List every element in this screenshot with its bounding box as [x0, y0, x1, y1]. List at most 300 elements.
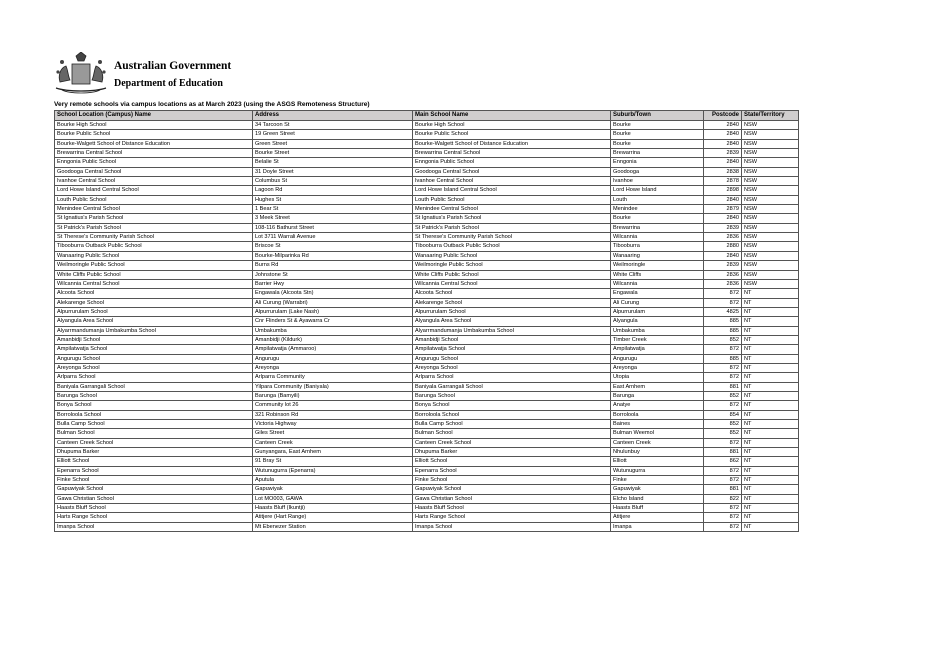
table-cell: 2839 [704, 149, 742, 158]
table-row [55, 485, 799, 494]
table-row [55, 429, 799, 438]
table-cell: Barrier Hwy [253, 279, 413, 288]
table-cell: Baines [611, 420, 704, 429]
table-cell: Elliott School [413, 457, 611, 466]
table-row [55, 410, 799, 419]
table-cell: NSW [742, 223, 799, 232]
table-row [55, 223, 799, 232]
table-cell: Belalie St [253, 158, 413, 167]
table-cell: NT [742, 485, 799, 494]
table-cell: Harts Range School [413, 513, 611, 522]
column-header: Main School Name [413, 111, 611, 121]
table-cell: Ampilatwatja School [413, 345, 611, 354]
table-cell: NT [742, 363, 799, 372]
table-row [55, 494, 799, 503]
table-cell: Imanpa School [413, 522, 611, 531]
table-cell: Bourke [611, 214, 704, 223]
schools-table [54, 110, 799, 532]
table-cell: Atitjere [611, 513, 704, 522]
table-cell: Ali Curung (Warrabri) [253, 298, 413, 307]
table-cell: Haasts Bluff (Ikuntji) [253, 504, 413, 513]
government-name: Australian Government [114, 60, 232, 72]
table-row [55, 504, 799, 513]
table-cell: Lord Howe Island Central School [55, 186, 253, 195]
table-cell: NSW [742, 251, 799, 260]
table-cell: NT [742, 317, 799, 326]
table-cell: 852 [704, 420, 742, 429]
table-cell: 872 [704, 438, 742, 447]
table-cell: 91 Bray St [253, 457, 413, 466]
table-cell: Weilmoringle [611, 261, 704, 270]
table-cell: Amanbidji School [413, 335, 611, 344]
table-row [55, 121, 799, 130]
table-cell: Angurugu School [55, 354, 253, 363]
table-row [55, 205, 799, 214]
table-cell: Alcoota School [55, 289, 253, 298]
table-cell: Bourke [611, 139, 704, 148]
column-header: Suburb/Town [611, 111, 704, 121]
table-cell: Tibooburra Outback Public School [55, 242, 253, 251]
table-cell: Bonya School [413, 401, 611, 410]
table-row [55, 326, 799, 335]
table-cell: NSW [742, 214, 799, 223]
table-cell: Lord Howe Island Central School [413, 186, 611, 195]
table-cell: Menindee Central School [55, 205, 253, 214]
table-cell: Canteen Creek [253, 438, 413, 447]
table-cell: NSW [742, 242, 799, 251]
table-cell: Imanpa [611, 522, 704, 531]
table-cell: Haasts Bluff School [55, 504, 253, 513]
table-cell: Yilpara Community (Baniyala) [253, 382, 413, 391]
table-cell: Baniyala Garrangali School [55, 382, 253, 391]
table-cell: 1 Bear St [253, 205, 413, 214]
table-cell: Gawa Christian School [413, 494, 611, 503]
table-cell: Bourke [611, 130, 704, 139]
table-cell: NSW [742, 158, 799, 167]
table-cell: Finke [611, 476, 704, 485]
table-cell: Ivanhoe [611, 177, 704, 186]
table-cell: Umbakumba [611, 326, 704, 335]
table-row [55, 279, 799, 288]
table-cell: Borroloola [611, 410, 704, 419]
table-cell: Burns Rd [253, 261, 413, 270]
table-row [55, 298, 799, 307]
table-cell: 852 [704, 335, 742, 344]
table-cell: 3 Meek Street [253, 214, 413, 223]
table-cell: NSW [742, 195, 799, 204]
table-cell: NT [742, 522, 799, 531]
table-row [55, 391, 799, 400]
table-cell: NSW [742, 261, 799, 270]
table-cell: Canteen Creek School [55, 438, 253, 447]
table-row [55, 251, 799, 260]
table-cell: Imanpa School [55, 522, 253, 531]
table-cell: Aputula [253, 476, 413, 485]
table-cell: White Cliffs Public School [55, 270, 253, 279]
table-cell: 885 [704, 354, 742, 363]
table-row [55, 476, 799, 485]
table-cell: 872 [704, 298, 742, 307]
table-cell: Enngonia [611, 158, 704, 167]
table-cell: Bourke Street [253, 149, 413, 158]
table-cell: Wanaaring Public School [413, 251, 611, 260]
table-row [55, 233, 799, 242]
table-cell: Tibooburra Outback Public School [413, 242, 611, 251]
table-cell: Amanbidji School [55, 335, 253, 344]
table-cell: 872 [704, 522, 742, 531]
table-cell: Dhupuma Barker [55, 448, 253, 457]
table-cell: Alpurrurulam (Lake Nash) [253, 307, 413, 316]
table-row [55, 522, 799, 531]
table-header-row [55, 111, 799, 121]
table-cell: Finke School [55, 476, 253, 485]
table-cell: Nhulunbuy [611, 448, 704, 457]
table-cell: 872 [704, 466, 742, 475]
table-cell: 822 [704, 494, 742, 503]
table-cell: 872 [704, 345, 742, 354]
table-cell: St Patrick's Parish School [55, 223, 253, 232]
table-cell: Louth Public School [55, 195, 253, 204]
table-cell: Wanaaring Public School [55, 251, 253, 260]
table-row [55, 317, 799, 326]
table-cell: 885 [704, 326, 742, 335]
table-cell: 852 [704, 429, 742, 438]
table-cell: 321 Robinson Rd [253, 410, 413, 419]
table-cell: Bourke-Walgett School of Distance Education [55, 139, 253, 148]
table-cell: 31 Doyle Street [253, 167, 413, 176]
table-cell: Menindee Central School [413, 205, 611, 214]
table-cell: Canteen Creek School [413, 438, 611, 447]
table-cell: Angurugu [611, 354, 704, 363]
table-cell: 2840 [704, 139, 742, 148]
table-cell: Arlparra School [413, 373, 611, 382]
table-cell: Engawala [611, 289, 704, 298]
table-row [55, 373, 799, 382]
table-cell: Giles Street [253, 429, 413, 438]
table-cell: Haasts Bluff [611, 504, 704, 513]
table-cell: Areyonga [253, 363, 413, 372]
table-cell: Gapuwiyak School [413, 485, 611, 494]
table-cell: NSW [742, 186, 799, 195]
table-cell: Elcho Island [611, 494, 704, 503]
table-cell: 852 [704, 391, 742, 400]
table-cell: Angurugu [253, 354, 413, 363]
table-cell: Umbakumba [253, 326, 413, 335]
table-cell: 2840 [704, 158, 742, 167]
table-cell: Ampilatwatja (Ammaroo) [253, 345, 413, 354]
table-cell: St Patrick's Parish School [413, 223, 611, 232]
table-cell: Johnstone St [253, 270, 413, 279]
table-cell: Alpurrurulam School [413, 307, 611, 316]
department-name: Department of Education [114, 78, 223, 89]
table-cell: NT [742, 326, 799, 335]
table-cell: Epenarra School [413, 466, 611, 475]
table-cell: Arlparra School [55, 373, 253, 382]
table-cell: NT [742, 391, 799, 400]
table-cell: St Ignatius's Parish School [413, 214, 611, 223]
table-cell: 2840 [704, 251, 742, 260]
table-cell: Gapuwiyak [611, 485, 704, 494]
table-cell: NSW [742, 233, 799, 242]
table-cell: 2898 [704, 186, 742, 195]
table-cell: Barunga School [55, 391, 253, 400]
table-cell: NT [742, 466, 799, 475]
table-row [55, 167, 799, 176]
table-cell: Gunyangara, East Arnhem [253, 448, 413, 457]
table-cell: NT [742, 373, 799, 382]
table-cell: Bourke High School [413, 121, 611, 130]
table-cell: Dhupuma Barker [413, 448, 611, 457]
table-cell: Gapuwiyak [253, 485, 413, 494]
table-cell: Brewarrina Central School [413, 149, 611, 158]
table-cell: St Therese's Community Parish School [413, 233, 611, 242]
table-cell: NT [742, 289, 799, 298]
table-cell: 2836 [704, 279, 742, 288]
table-cell: 881 [704, 448, 742, 457]
column-header: Postcode [704, 111, 742, 121]
table-cell: White Cliffs [611, 270, 704, 279]
table-row [55, 401, 799, 410]
table-row [55, 457, 799, 466]
table-cell: Amanbidji (Kildurk) [253, 335, 413, 344]
table-cell: Enngonia Public School [55, 158, 253, 167]
table-cell: Louth Public School [413, 195, 611, 204]
table-cell: Arlparra Community [253, 373, 413, 382]
table-cell: Ali Curung [611, 298, 704, 307]
table-row [55, 448, 799, 457]
table-row [55, 307, 799, 316]
table-cell: 2838 [704, 167, 742, 176]
table-cell: Haasts Bluff School [413, 504, 611, 513]
table-cell: NT [742, 410, 799, 419]
table-cell: Gapuwiyak School [55, 485, 253, 494]
table-row [55, 438, 799, 447]
table-row [55, 158, 799, 167]
table-cell: 2839 [704, 223, 742, 232]
table-cell: White Cliffs Public School [413, 270, 611, 279]
table-row [55, 261, 799, 270]
table-cell: Wilcannia [611, 279, 704, 288]
table-cell: NSW [742, 279, 799, 288]
table-cell: 2840 [704, 214, 742, 223]
table-cell: NT [742, 476, 799, 485]
table-cell: Alyarrmandumanja Umbakumba School [413, 326, 611, 335]
table-cell: Bourke Public School [413, 130, 611, 139]
table-cell: Community lot 26 [253, 401, 413, 410]
table-row [55, 139, 799, 148]
table-cell: Wilcannia Central School [413, 279, 611, 288]
table-cell: 872 [704, 373, 742, 382]
table-cell: Alyangula Area School [413, 317, 611, 326]
table-row [55, 363, 799, 372]
table-cell: Areyonga [611, 363, 704, 372]
table-cell: Alcoota School [413, 289, 611, 298]
table-cell: NT [742, 438, 799, 447]
table-cell: Lord Howe Island [611, 186, 704, 195]
table-cell: NSW [742, 130, 799, 139]
table-cell: Epenarra School [55, 466, 253, 475]
table-cell: St Ignatius's Parish School [55, 214, 253, 223]
table-row [55, 195, 799, 204]
table-cell: Baniyala Garrangali School [413, 382, 611, 391]
table-cell: Gawa Christian School [55, 494, 253, 503]
table-cell: Ampilatwatja School [55, 345, 253, 354]
table-cell: Wilcannia Central School [55, 279, 253, 288]
table-cell: Areyonga School [413, 363, 611, 372]
table-row [55, 214, 799, 223]
table-cell: Weilmoringle Public School [413, 261, 611, 270]
table-cell: Tibooburra [611, 242, 704, 251]
table-cell: East Arnhem [611, 382, 704, 391]
table-row [55, 420, 799, 429]
table-cell: Atitjere (Hart Range) [253, 513, 413, 522]
column-header: Address [253, 111, 413, 121]
table-cell: Wutunugurra (Epenarra) [253, 466, 413, 475]
table-cell: 881 [704, 382, 742, 391]
table-cell: Brewarrina [611, 149, 704, 158]
table-cell: St Therese's Community Parish School [55, 233, 253, 242]
table-cell: 872 [704, 476, 742, 485]
table-cell: 2836 [704, 270, 742, 279]
table-cell: Lagoon Rd [253, 186, 413, 195]
table-cell: Alyangula Area School [55, 317, 253, 326]
table-cell: Lot 3711 Warrali Avenue [253, 233, 413, 242]
table-cell: 2840 [704, 130, 742, 139]
table-cell: Alpurrurulam School [55, 307, 253, 316]
table-cell: 862 [704, 457, 742, 466]
table-cell: Brewarrina [611, 223, 704, 232]
table-cell: Areyonga School [55, 363, 253, 372]
table-cell: Alpurrurulam [611, 307, 704, 316]
table-cell: Bulman Weemol [611, 429, 704, 438]
table-cell: NT [742, 504, 799, 513]
table-cell: Mt Ebenezer Station [253, 522, 413, 531]
table-cell: Bourke [611, 121, 704, 130]
table-cell: 2880 [704, 242, 742, 251]
table-cell: Elliott School [55, 457, 253, 466]
table-cell: 872 [704, 513, 742, 522]
table-cell: NSW [742, 205, 799, 214]
table-cell: Lot MO003, GAWA [253, 494, 413, 503]
table-cell: 2840 [704, 121, 742, 130]
table-cell: Hughes St [253, 195, 413, 204]
table-cell: Ivanhoe Central School [413, 177, 611, 186]
table-cell: Elliott [611, 457, 704, 466]
table-row [55, 149, 799, 158]
table-cell: NSW [742, 149, 799, 158]
table-cell: Bulla Camp School [413, 420, 611, 429]
table-cell: 34 Tarcoon St [253, 121, 413, 130]
government-logo [54, 52, 244, 96]
table-cell: Wanaaring [611, 251, 704, 260]
table-cell: NT [742, 335, 799, 344]
table-row [55, 382, 799, 391]
table-cell: Bulman School [413, 429, 611, 438]
table-cell: 854 [704, 410, 742, 419]
table-cell: Bulla Camp School [55, 420, 253, 429]
table-cell: Alekarenge School [413, 298, 611, 307]
table-row [55, 289, 799, 298]
table-cell: Bourke Public School [55, 130, 253, 139]
table-cell: Ivanhoe Central School [55, 177, 253, 186]
table-cell: NT [742, 457, 799, 466]
table-cell: 2878 [704, 177, 742, 186]
table-cell: Enngonia Public School [413, 158, 611, 167]
coat-of-arms-icon [54, 52, 108, 94]
table-cell: NT [742, 429, 799, 438]
table-cell: NT [742, 401, 799, 410]
table-cell: NT [742, 420, 799, 429]
table-cell: Bulman School [55, 429, 253, 438]
column-header: School Location (Campus) Name [55, 111, 253, 121]
table-cell: 881 [704, 485, 742, 494]
table-cell: Barunga [611, 391, 704, 400]
document-title: Very remote schools via campus locations as at March 2023 (using the ASGS Remoteness Structure) [54, 101, 370, 108]
column-header: State/Territory [742, 111, 799, 121]
table-cell: Alyangula [611, 317, 704, 326]
table-row [55, 354, 799, 363]
table-cell: NSW [742, 177, 799, 186]
table-cell: 2840 [704, 195, 742, 204]
table-cell: Briscoe St [253, 242, 413, 251]
table-cell: 2879 [704, 205, 742, 214]
table-cell: Green Street [253, 139, 413, 148]
table-row [55, 335, 799, 344]
table-cell: NSW [742, 121, 799, 130]
table-row [55, 270, 799, 279]
table-cell: 2836 [704, 233, 742, 242]
table-cell: NT [742, 513, 799, 522]
table-cell: Bourke-Walgett School of Distance Education [413, 139, 611, 148]
table-cell: Bourke-Milparinka Rd [253, 251, 413, 260]
table-cell: Cnr Flinders St & Ayawarra Cr [253, 317, 413, 326]
table-cell: NSW [742, 139, 799, 148]
table-cell: 4825 [704, 307, 742, 316]
table-cell: Barunga School [413, 391, 611, 400]
table-cell: 872 [704, 401, 742, 410]
table-row [55, 242, 799, 251]
table-cell: NT [742, 382, 799, 391]
table-cell: 872 [704, 504, 742, 513]
table-cell: NT [742, 345, 799, 354]
table-row [55, 177, 799, 186]
table-row [55, 130, 799, 139]
table-row [55, 513, 799, 522]
table-cell: Borroloola School [55, 410, 253, 419]
table-cell: Alekarenge School [55, 298, 253, 307]
table-cell: 885 [704, 317, 742, 326]
table-row [55, 345, 799, 354]
table-cell: Angurugu School [413, 354, 611, 363]
table-cell: 2839 [704, 261, 742, 270]
table-cell: NT [742, 354, 799, 363]
table-cell: 19 Green Street [253, 130, 413, 139]
table-cell: NSW [742, 270, 799, 279]
table-cell: Utopia [611, 373, 704, 382]
table-cell: Weilmoringle Public School [55, 261, 253, 270]
table-row [55, 466, 799, 475]
table-cell: Finke School [413, 476, 611, 485]
table-cell: Wilcannia [611, 233, 704, 242]
table-cell: Brewarrina Central School [55, 149, 253, 158]
table-cell: NT [742, 448, 799, 457]
table-cell: Ampilatwatja [611, 345, 704, 354]
table-cell: Timber Creek [611, 335, 704, 344]
table-cell: Victoria Highway [253, 420, 413, 429]
table-cell: NSW [742, 167, 799, 176]
table-cell: Goodooga [611, 167, 704, 176]
table-cell: Engawala (Alcoota Stn) [253, 289, 413, 298]
